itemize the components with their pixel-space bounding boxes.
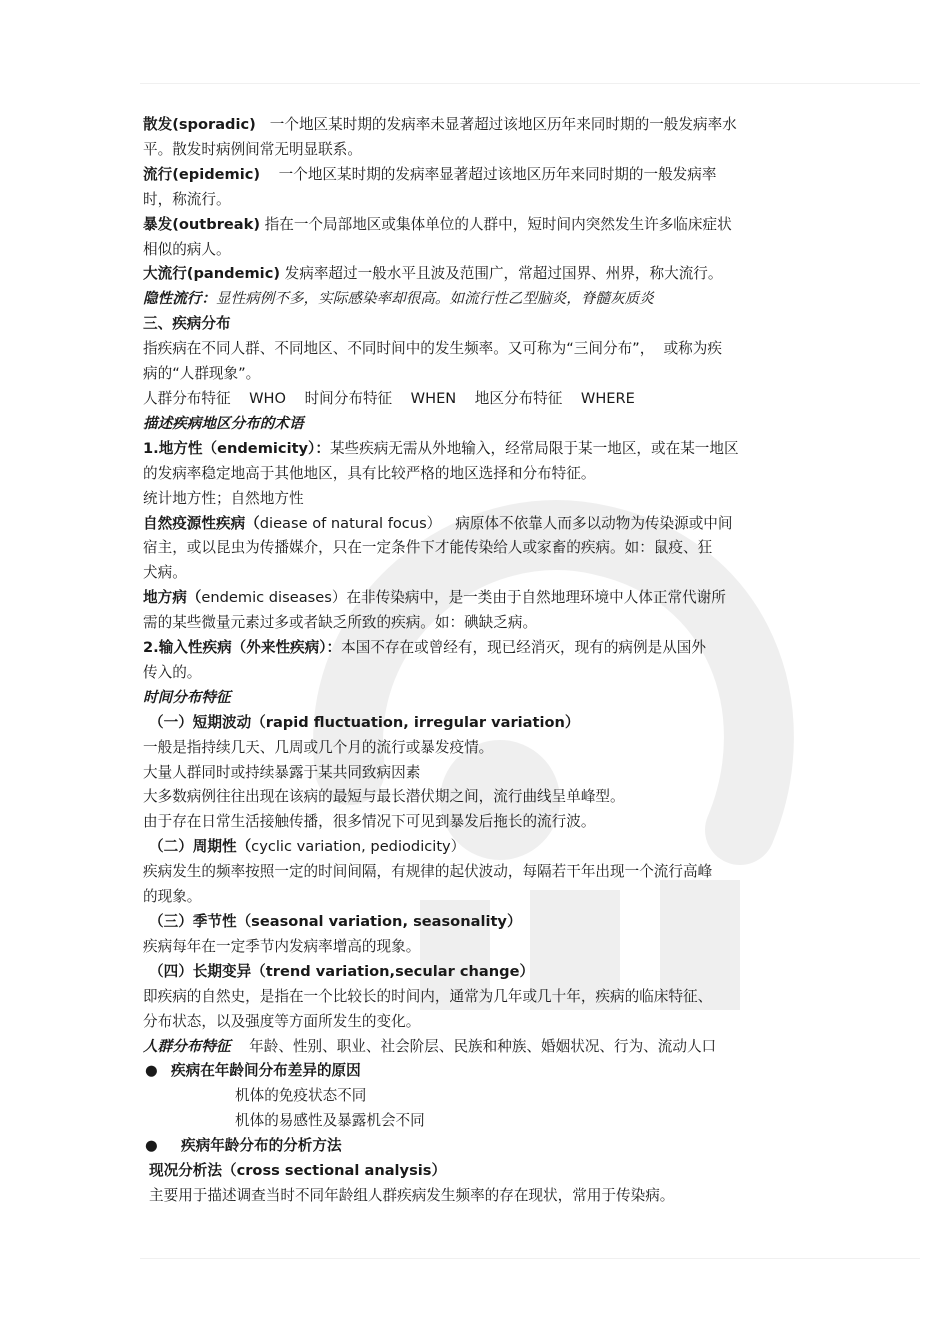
text-line <box>143 910 813 935</box>
text-run: 大流行(pandemic) <box>143 265 281 283</box>
text-run: cyclic variation, pediodicity） <box>251 838 466 856</box>
text-line <box>143 636 813 661</box>
text-line <box>143 163 813 188</box>
text-run: （一）短期波动（rapid fluctuation, irregular variation） <box>149 713 580 731</box>
text-run: 散发(sporadic) <box>143 116 256 133</box>
text-run: 犬病。 <box>143 564 187 582</box>
bullet-icon: ● <box>145 1062 158 1080</box>
text-run: 统计地方性；自然地方性 <box>143 489 304 507</box>
text-line <box>143 761 813 786</box>
footer-rule <box>140 1258 920 1259</box>
text-line <box>143 412 813 437</box>
text-run: endemic diseases） <box>201 589 347 607</box>
bullet-icon: ● <box>145 1137 158 1155</box>
text-run: （二）周期性（ <box>149 838 252 856</box>
text-run: 人群分布特征 <box>143 1037 231 1055</box>
text-run: 疾病年龄分布的分析方法 <box>181 1137 342 1155</box>
document-body <box>143 113 813 1209</box>
text-line <box>143 1035 813 1060</box>
text-run: 病的“人群现象”。 <box>143 365 261 383</box>
text-run: 描述疾病地区分布的术语 <box>143 414 304 432</box>
text-run: 时间分布特征 <box>143 688 231 706</box>
text-line <box>143 487 813 512</box>
text-run: 地方病（ <box>143 589 202 607</box>
header-rule <box>140 83 920 84</box>
text-line <box>143 686 813 711</box>
text-run: 流行(epidemic) <box>143 165 261 183</box>
text-run: 大多数病例往往出现在该病的最短与最长潜伏期之间，流行曲线呈单峰型。 <box>143 788 625 806</box>
text-line <box>143 810 813 835</box>
text-line <box>143 985 813 1010</box>
text-line <box>143 188 813 213</box>
text-line <box>143 1010 813 1035</box>
text-run: cross sectional analysis） <box>236 1162 447 1180</box>
text-run: 传入的。 <box>143 663 202 681</box>
text-line <box>143 1109 813 1134</box>
text-run: 的发病率稳定地高于其他地区，具有比较严格的地区选择和分布特征。 <box>143 464 596 482</box>
text-run: 2.输入性疾病（外来性疾病）： <box>143 639 342 657</box>
text-line <box>143 287 813 312</box>
text-run: 一个地区某时期的发病率未显著超过该地区历年来同时期的一般发病率水 <box>255 116 737 133</box>
text-run: 指疾病在不同人群、不同地区、不同时间中的发生频率。又可称为“三间分布”， 或称为疾 <box>143 340 722 358</box>
text-line <box>143 1059 813 1084</box>
text-run: 隐性流行： <box>143 290 216 308</box>
text-line <box>143 611 813 636</box>
text-run: 的现象。 <box>143 888 202 906</box>
text-run: 病原体不依靠人而多以动物为传染源或中间 <box>441 514 733 532</box>
text-line <box>143 785 813 810</box>
text-run: 在非传染病中，是一类由于自然地理环境中人体正常代谢所 <box>346 589 726 607</box>
text-line <box>143 561 813 586</box>
text-run: 疾病每年在一定季节内发病率增高的现象。 <box>143 937 421 955</box>
text-line <box>143 736 813 761</box>
text-run: 暴发(outbreak) <box>143 215 261 233</box>
text-line <box>143 213 813 238</box>
text-run: 平。散发时病例间常无明显联系。 <box>143 140 362 158</box>
text-run: 分布状态，以及强度等方面所发生的变化。 <box>143 1012 421 1030</box>
text-run: 一个地区某时期的发病率显著超过该地区历年来同时期的一般发病率 <box>260 165 717 183</box>
text-line <box>143 262 813 287</box>
text-line <box>143 437 813 462</box>
text-line <box>143 1184 813 1209</box>
text-run: 机体的易感性及暴露机会不同 <box>235 1112 425 1130</box>
text-line <box>143 462 813 487</box>
text-line <box>143 312 813 337</box>
text-line <box>143 661 813 686</box>
text-run: 即疾病的自然史，是指在一个比较长的时间内，通常为几年或几十年，疾病的临床特征、 <box>143 987 713 1005</box>
text-run: 相似的病人。 <box>143 240 231 258</box>
text-line <box>143 1084 813 1109</box>
text-run: 显性病例不多，实际感染率却很高。如流行性乙型脑炎，脊髓灰质炎 <box>215 290 654 308</box>
text-line <box>143 935 813 960</box>
text-run: 需的某些微量元素过多或者缺乏所致的疾病。如：碘缺乏病。 <box>143 614 538 632</box>
text-run: 某些疾病无需从外地输入，经常局限于某一地区，或在某一地区 <box>329 439 739 457</box>
text-run: 一般是指持续几天、几周或几个月的流行或暴发疫情。 <box>143 738 494 756</box>
text-line <box>143 586 813 611</box>
text-run: 自然疫源性疾病（ <box>143 514 260 532</box>
text-run: 时，称流行。 <box>143 190 231 208</box>
text-run: 年龄、性别、职业、社会阶层、民族和种族、婚姻状况、行为、流动人口 <box>230 1037 717 1055</box>
text-line <box>143 1159 813 1184</box>
text-run: 由于存在日常生活接触传播，很多情况下可见到暴发后拖长的流行波。 <box>143 813 596 831</box>
text-run: 主要用于描述调查当时不同年龄组人群疾病发生频率的存在现状，常用于传染病。 <box>149 1186 675 1204</box>
text-line <box>143 885 813 910</box>
text-run: 三、疾病分布 <box>143 315 231 333</box>
text-line <box>143 512 813 537</box>
text-run: 指在一个局部地区或集体单位的人群中，短时间内突然发生许多临床症状 <box>260 215 732 233</box>
text-line <box>143 1134 813 1159</box>
text-run: 现况分析法（ <box>149 1162 237 1180</box>
text-run: 疾病发生的频率按照一定的时间间隔，有规律的起伏波动，每隔若干年出现一个流行高峰 <box>143 863 713 881</box>
text-run: 疾病在年龄间分布差异的原因 <box>171 1062 361 1080</box>
text-line <box>143 238 813 263</box>
text-run: 人群分布特征 WHO 时间分布特征 WHEN 地区分布特征 WHERE <box>143 389 635 407</box>
text-run: （三）季节性（ <box>149 913 252 930</box>
text-run: 宿主，或以昆虫为传播媒介，只在一定条件下才能传染给人或家畜的疾病。如：鼠疫、狂 <box>143 539 713 557</box>
text-line <box>143 362 813 387</box>
text-run: 1.地方性（endemicity）： <box>143 439 330 457</box>
text-line <box>143 113 813 138</box>
text-run: 发病率超过一般水平且波及范围广，常超过国界、州界，称大流行。 <box>280 265 723 283</box>
text-line <box>143 536 813 561</box>
text-run: 大量人群同时或持续暴露于某共同致病因素 <box>143 763 421 781</box>
text-run: 机体的免疫状态不同 <box>235 1087 367 1105</box>
text-line <box>143 138 813 163</box>
text-line <box>143 387 813 412</box>
text-run: trend variation,secular change） <box>265 962 535 980</box>
text-line <box>143 711 813 736</box>
text-line <box>143 337 813 362</box>
text-run: 本国不存在或曾经有，现已经消灭，现有的病例是从国外 <box>341 639 706 657</box>
text-run: diease of natural focus） <box>259 514 442 532</box>
text-run: （四）长期变异（ <box>149 962 266 980</box>
text-run: seasonal variation, seasonality） <box>251 913 522 930</box>
text-line <box>143 835 813 860</box>
text-line <box>143 860 813 885</box>
text-line <box>143 960 813 985</box>
